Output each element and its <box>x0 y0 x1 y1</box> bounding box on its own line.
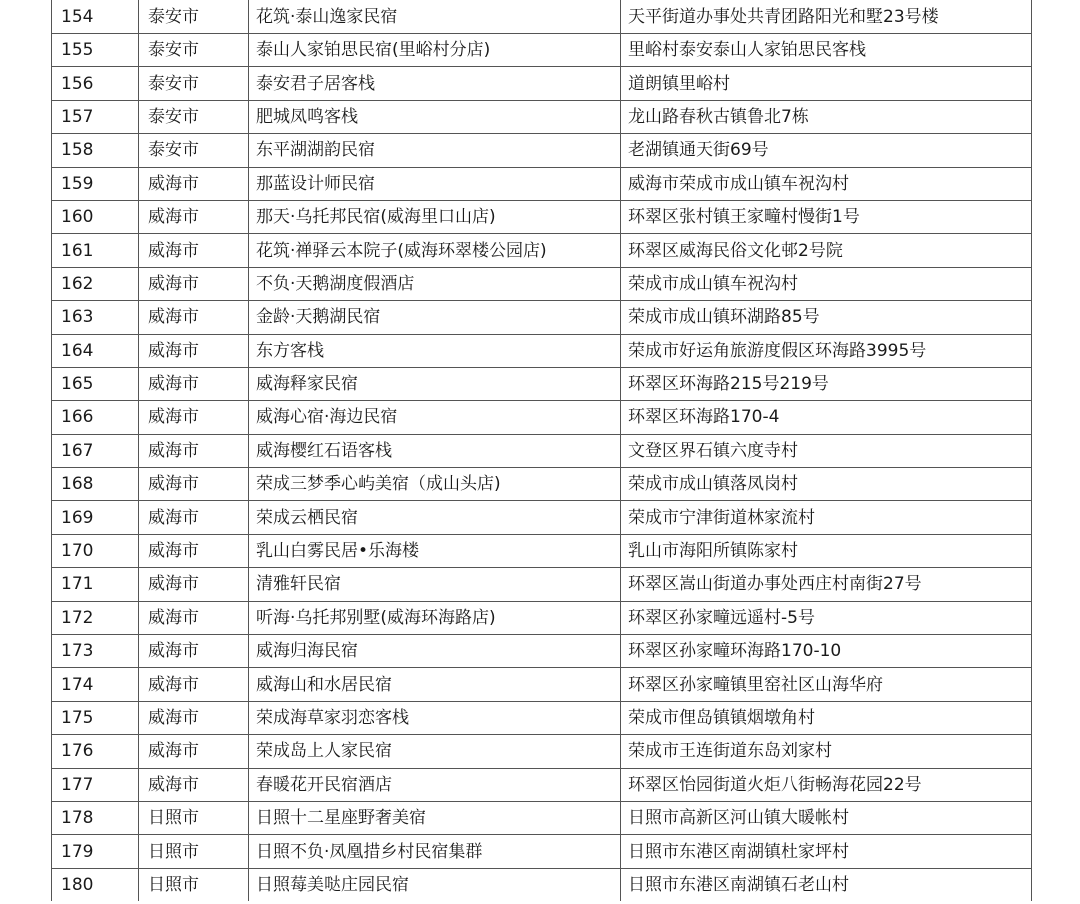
city-cell: 泰安市 <box>139 100 249 133</box>
address-cell: 道朗镇里峪村 <box>621 67 1032 100</box>
address-cell: 威海市荣成市成山镇车祝沟村 <box>621 167 1032 200</box>
homestay-name-cell: 春暖花开民宿酒店 <box>249 768 621 801</box>
city-cell: 威海市 <box>139 367 249 400</box>
homestay-name-cell: 荣成云栖民宿 <box>249 501 621 534</box>
city-cell: 日照市 <box>139 868 249 901</box>
table-row <box>52 801 1032 834</box>
homestay-name-cell: 威海心宿·海边民宿 <box>249 401 621 434</box>
row-number-cell: 162 <box>52 267 139 300</box>
row-number-cell: 171 <box>52 568 139 601</box>
city-cell: 威海市 <box>139 668 249 701</box>
row-number-cell: 165 <box>52 367 139 400</box>
city-cell: 威海市 <box>139 434 249 467</box>
homestay-table <box>51 0 1032 901</box>
homestay-name-cell: 威海樱红石语客栈 <box>249 434 621 467</box>
row-number-cell: 178 <box>52 801 139 834</box>
city-cell: 日照市 <box>139 801 249 834</box>
row-number-cell: 172 <box>52 601 139 634</box>
city-cell: 日照市 <box>139 835 249 868</box>
homestay-name-cell: 不负·天鹅湖度假酒店 <box>249 267 621 300</box>
address-cell: 荣成市成山镇环湖路85号 <box>621 301 1032 334</box>
table-row <box>52 835 1032 868</box>
row-number-cell: 173 <box>52 635 139 668</box>
homestay-name-cell: 乳山白雾民居•乐海楼 <box>249 534 621 567</box>
homestay-name-cell: 泰山人家铂思民宿(里峪村分店) <box>249 34 621 67</box>
row-number-cell: 180 <box>52 868 139 901</box>
city-cell: 威海市 <box>139 701 249 734</box>
homestay-name-cell: 日照不负·凤凰措乡村民宿集群 <box>249 835 621 868</box>
table-row <box>52 635 1032 668</box>
row-number-cell: 154 <box>52 0 139 34</box>
table-row <box>52 67 1032 100</box>
homestay-table-container <box>51 0 1031 901</box>
city-cell: 威海市 <box>139 200 249 233</box>
address-cell: 环翠区环海路215号219号 <box>621 367 1032 400</box>
row-number-cell: 157 <box>52 100 139 133</box>
row-number-cell: 155 <box>52 34 139 67</box>
row-number-cell: 175 <box>52 701 139 734</box>
address-cell: 荣成市宁津街道林家流村 <box>621 501 1032 534</box>
homestay-name-cell: 金龄·天鹅湖民宿 <box>249 301 621 334</box>
homestay-name-cell: 威海山和水居民宿 <box>249 668 621 701</box>
address-cell: 天平街道办事处共青团路阳光和墅23号楼 <box>621 0 1032 34</box>
city-cell: 威海市 <box>139 768 249 801</box>
table-row <box>52 668 1032 701</box>
homestay-name-cell: 花筑·禅驿云本院子(威海环翠楼公园店) <box>249 234 621 267</box>
address-cell: 环翠区环海路170-4 <box>621 401 1032 434</box>
homestay-name-cell: 荣成海草家羽恋客栈 <box>249 701 621 734</box>
address-cell: 乳山市海阳所镇陈家村 <box>621 534 1032 567</box>
city-cell: 威海市 <box>139 534 249 567</box>
address-cell: 环翠区孙家疃环海路170-10 <box>621 635 1032 668</box>
address-cell: 环翠区孙家疃镇里窑社区山海华府 <box>621 668 1032 701</box>
homestay-name-cell: 花筑·泰山逸家民宿 <box>249 0 621 34</box>
row-number-cell: 158 <box>52 134 139 167</box>
table-row <box>52 701 1032 734</box>
address-cell: 荣成市成山镇车祝沟村 <box>621 267 1032 300</box>
address-cell: 日照市东港区南湖镇杜家坪村 <box>621 835 1032 868</box>
table-row <box>52 501 1032 534</box>
table-row <box>52 334 1032 367</box>
homestay-name-cell: 威海归海民宿 <box>249 635 621 668</box>
city-cell: 威海市 <box>139 301 249 334</box>
homestay-name-cell: 日照十二星座野奢美宿 <box>249 801 621 834</box>
table-row <box>52 868 1032 901</box>
homestay-table-body <box>52 0 1032 901</box>
row-number-cell: 166 <box>52 401 139 434</box>
homestay-name-cell: 那天·乌托邦民宿(威海里口山店) <box>249 200 621 233</box>
table-row <box>52 0 1032 34</box>
row-number-cell: 169 <box>52 501 139 534</box>
table-row <box>52 134 1032 167</box>
address-cell: 龙山路春秋古镇鲁北7栋 <box>621 100 1032 133</box>
table-row <box>52 401 1032 434</box>
homestay-name-cell: 那蓝设计师民宿 <box>249 167 621 200</box>
address-cell: 日照市东港区南湖镇石老山村 <box>621 868 1032 901</box>
homestay-name-cell: 日照莓美哒庄园民宿 <box>249 868 621 901</box>
address-cell: 荣成市王连街道东岛刘家村 <box>621 735 1032 768</box>
address-cell: 环翠区张村镇王家疃村慢街1号 <box>621 200 1032 233</box>
homestay-name-cell: 荣成三梦季心屿美宿（成山头店) <box>249 468 621 501</box>
city-cell: 泰安市 <box>139 134 249 167</box>
city-cell: 威海市 <box>139 601 249 634</box>
address-cell: 里峪村泰安泰山人家铂思民客栈 <box>621 34 1032 67</box>
city-cell: 威海市 <box>139 334 249 367</box>
address-cell: 日照市高新区河山镇大暖帐村 <box>621 801 1032 834</box>
city-cell: 泰安市 <box>139 0 249 34</box>
row-number-cell: 160 <box>52 200 139 233</box>
row-number-cell: 161 <box>52 234 139 267</box>
city-cell: 威海市 <box>139 167 249 200</box>
table-row <box>52 601 1032 634</box>
address-cell: 文登区界石镇六度寺村 <box>621 434 1032 467</box>
table-row <box>52 468 1032 501</box>
row-number-cell: 167 <box>52 434 139 467</box>
city-cell: 威海市 <box>139 635 249 668</box>
row-number-cell: 163 <box>52 301 139 334</box>
table-row <box>52 200 1032 233</box>
table-row <box>52 234 1032 267</box>
address-cell: 环翠区孙家疃远遥村-5号 <box>621 601 1032 634</box>
homestay-name-cell: 东方客栈 <box>249 334 621 367</box>
table-row <box>52 534 1032 567</box>
table-row <box>52 434 1032 467</box>
city-cell: 泰安市 <box>139 34 249 67</box>
address-cell: 荣成市成山镇落凤岗村 <box>621 468 1032 501</box>
row-number-cell: 174 <box>52 668 139 701</box>
address-cell: 荣成市好运角旅游度假区环海路3995号 <box>621 334 1032 367</box>
table-row <box>52 367 1032 400</box>
row-number-cell: 156 <box>52 67 139 100</box>
row-number-cell: 170 <box>52 534 139 567</box>
city-cell: 威海市 <box>139 735 249 768</box>
address-cell: 环翠区嵩山街道办事处西庄村南街27号 <box>621 568 1032 601</box>
city-cell: 泰安市 <box>139 67 249 100</box>
homestay-name-cell: 东平湖湖韵民宿 <box>249 134 621 167</box>
row-number-cell: 179 <box>52 835 139 868</box>
row-number-cell: 159 <box>52 167 139 200</box>
homestay-name-cell: 泰安君子居客栈 <box>249 67 621 100</box>
table-row <box>52 267 1032 300</box>
table-row <box>52 34 1032 67</box>
city-cell: 威海市 <box>139 468 249 501</box>
table-row <box>52 100 1032 133</box>
city-cell: 威海市 <box>139 501 249 534</box>
table-row <box>52 568 1032 601</box>
address-cell: 老湖镇通天街69号 <box>621 134 1032 167</box>
address-cell: 环翠区威海民俗文化邨2号院 <box>621 234 1032 267</box>
row-number-cell: 176 <box>52 735 139 768</box>
table-row <box>52 768 1032 801</box>
homestay-name-cell: 清雅轩民宿 <box>249 568 621 601</box>
homestay-name-cell: 听海·乌托邦别墅(威海环海路店) <box>249 601 621 634</box>
table-row <box>52 735 1032 768</box>
city-cell: 威海市 <box>139 568 249 601</box>
address-cell: 荣成市俚岛镇镇烟墩角村 <box>621 701 1032 734</box>
table-row <box>52 167 1032 200</box>
city-cell: 威海市 <box>139 401 249 434</box>
address-cell: 环翠区怡园街道火炬八街畅海花园22号 <box>621 768 1032 801</box>
homestay-name-cell: 荣成岛上人家民宿 <box>249 735 621 768</box>
city-cell: 威海市 <box>139 234 249 267</box>
homestay-name-cell: 肥城凤鸣客栈 <box>249 100 621 133</box>
table-row <box>52 301 1032 334</box>
row-number-cell: 177 <box>52 768 139 801</box>
homestay-name-cell: 威海释家民宿 <box>249 367 621 400</box>
row-number-cell: 168 <box>52 468 139 501</box>
city-cell: 威海市 <box>139 267 249 300</box>
row-number-cell: 164 <box>52 334 139 367</box>
